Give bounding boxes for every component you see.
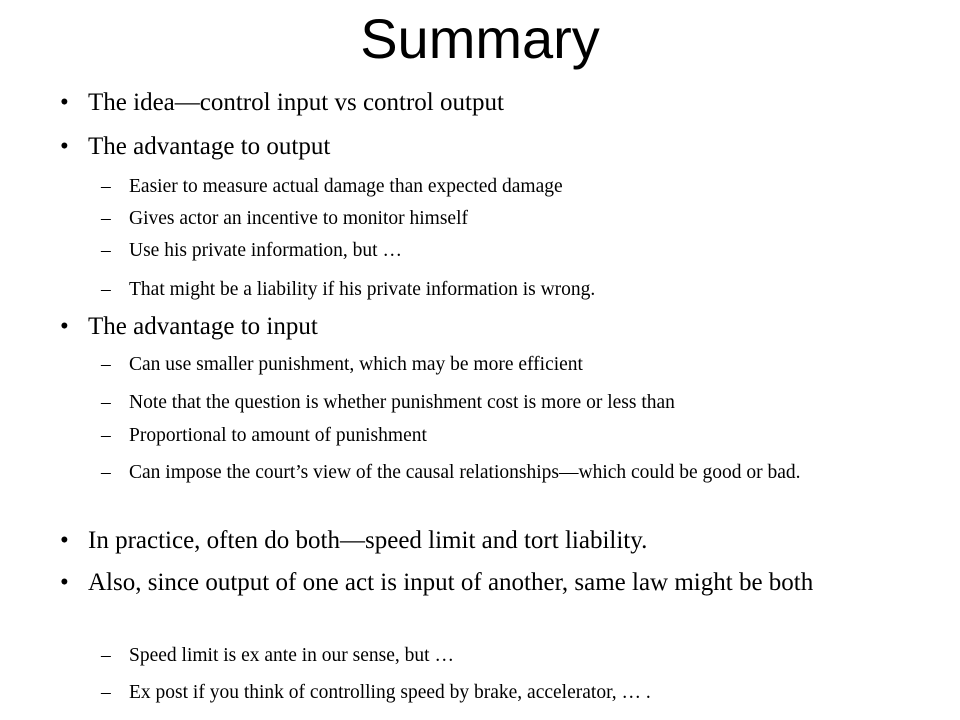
sub-bullet-text: Easier to measure actual damage than expected damage <box>129 176 563 197</box>
dash-marker: – <box>101 682 111 703</box>
bullet-text: The advantage to output <box>88 133 331 160</box>
bullet-marker: • <box>60 527 69 554</box>
sub-bullet-text: Proportional to amount of punishment <box>129 425 427 446</box>
bullet-marker: • <box>60 89 69 116</box>
sub-bullet-text: Can impose the court’s view of the causal relationships—which could be good or bad. <box>129 462 801 483</box>
sub-bullet-text: Ex post if you think of controlling speed by brake, accelerator, … . <box>129 682 651 703</box>
bullet-marker: • <box>60 313 69 340</box>
dash-marker: – <box>101 645 111 666</box>
dash-marker: – <box>101 208 111 229</box>
dash-marker: – <box>101 176 111 197</box>
bullet-text: The advantage to input <box>88 313 318 340</box>
bullet-marker: • <box>60 569 69 596</box>
dash-marker: – <box>101 354 111 375</box>
sub-bullet-text: Can use smaller punishment, which may be more efficient <box>129 354 583 375</box>
sub-bullet-text: Speed limit is ex ante in our sense, but … <box>129 645 454 666</box>
slide-title: Summary <box>360 7 600 70</box>
bullet-text: In practice, often do both—speed limit and tort liability. <box>88 527 648 554</box>
sub-bullet-text: Note that the question is whether punishment cost is more or less than <box>129 392 675 413</box>
bullet-marker: • <box>60 133 69 160</box>
dash-marker: – <box>101 425 111 446</box>
sub-bullet-text: Use his private information, but … <box>129 240 402 261</box>
dash-marker: – <box>101 240 111 261</box>
dash-marker: – <box>101 462 111 483</box>
sub-bullet-text: Gives actor an incentive to monitor himself <box>129 208 468 229</box>
bullet-text: The idea—control input vs control output <box>88 89 504 116</box>
dash-marker: – <box>101 392 111 413</box>
dash-marker: – <box>101 279 111 300</box>
sub-bullet-text: That might be a liability if his private information is wrong. <box>129 279 596 300</box>
bullet-text: Also, since output of one act is input of another, same law might be both <box>88 569 814 596</box>
